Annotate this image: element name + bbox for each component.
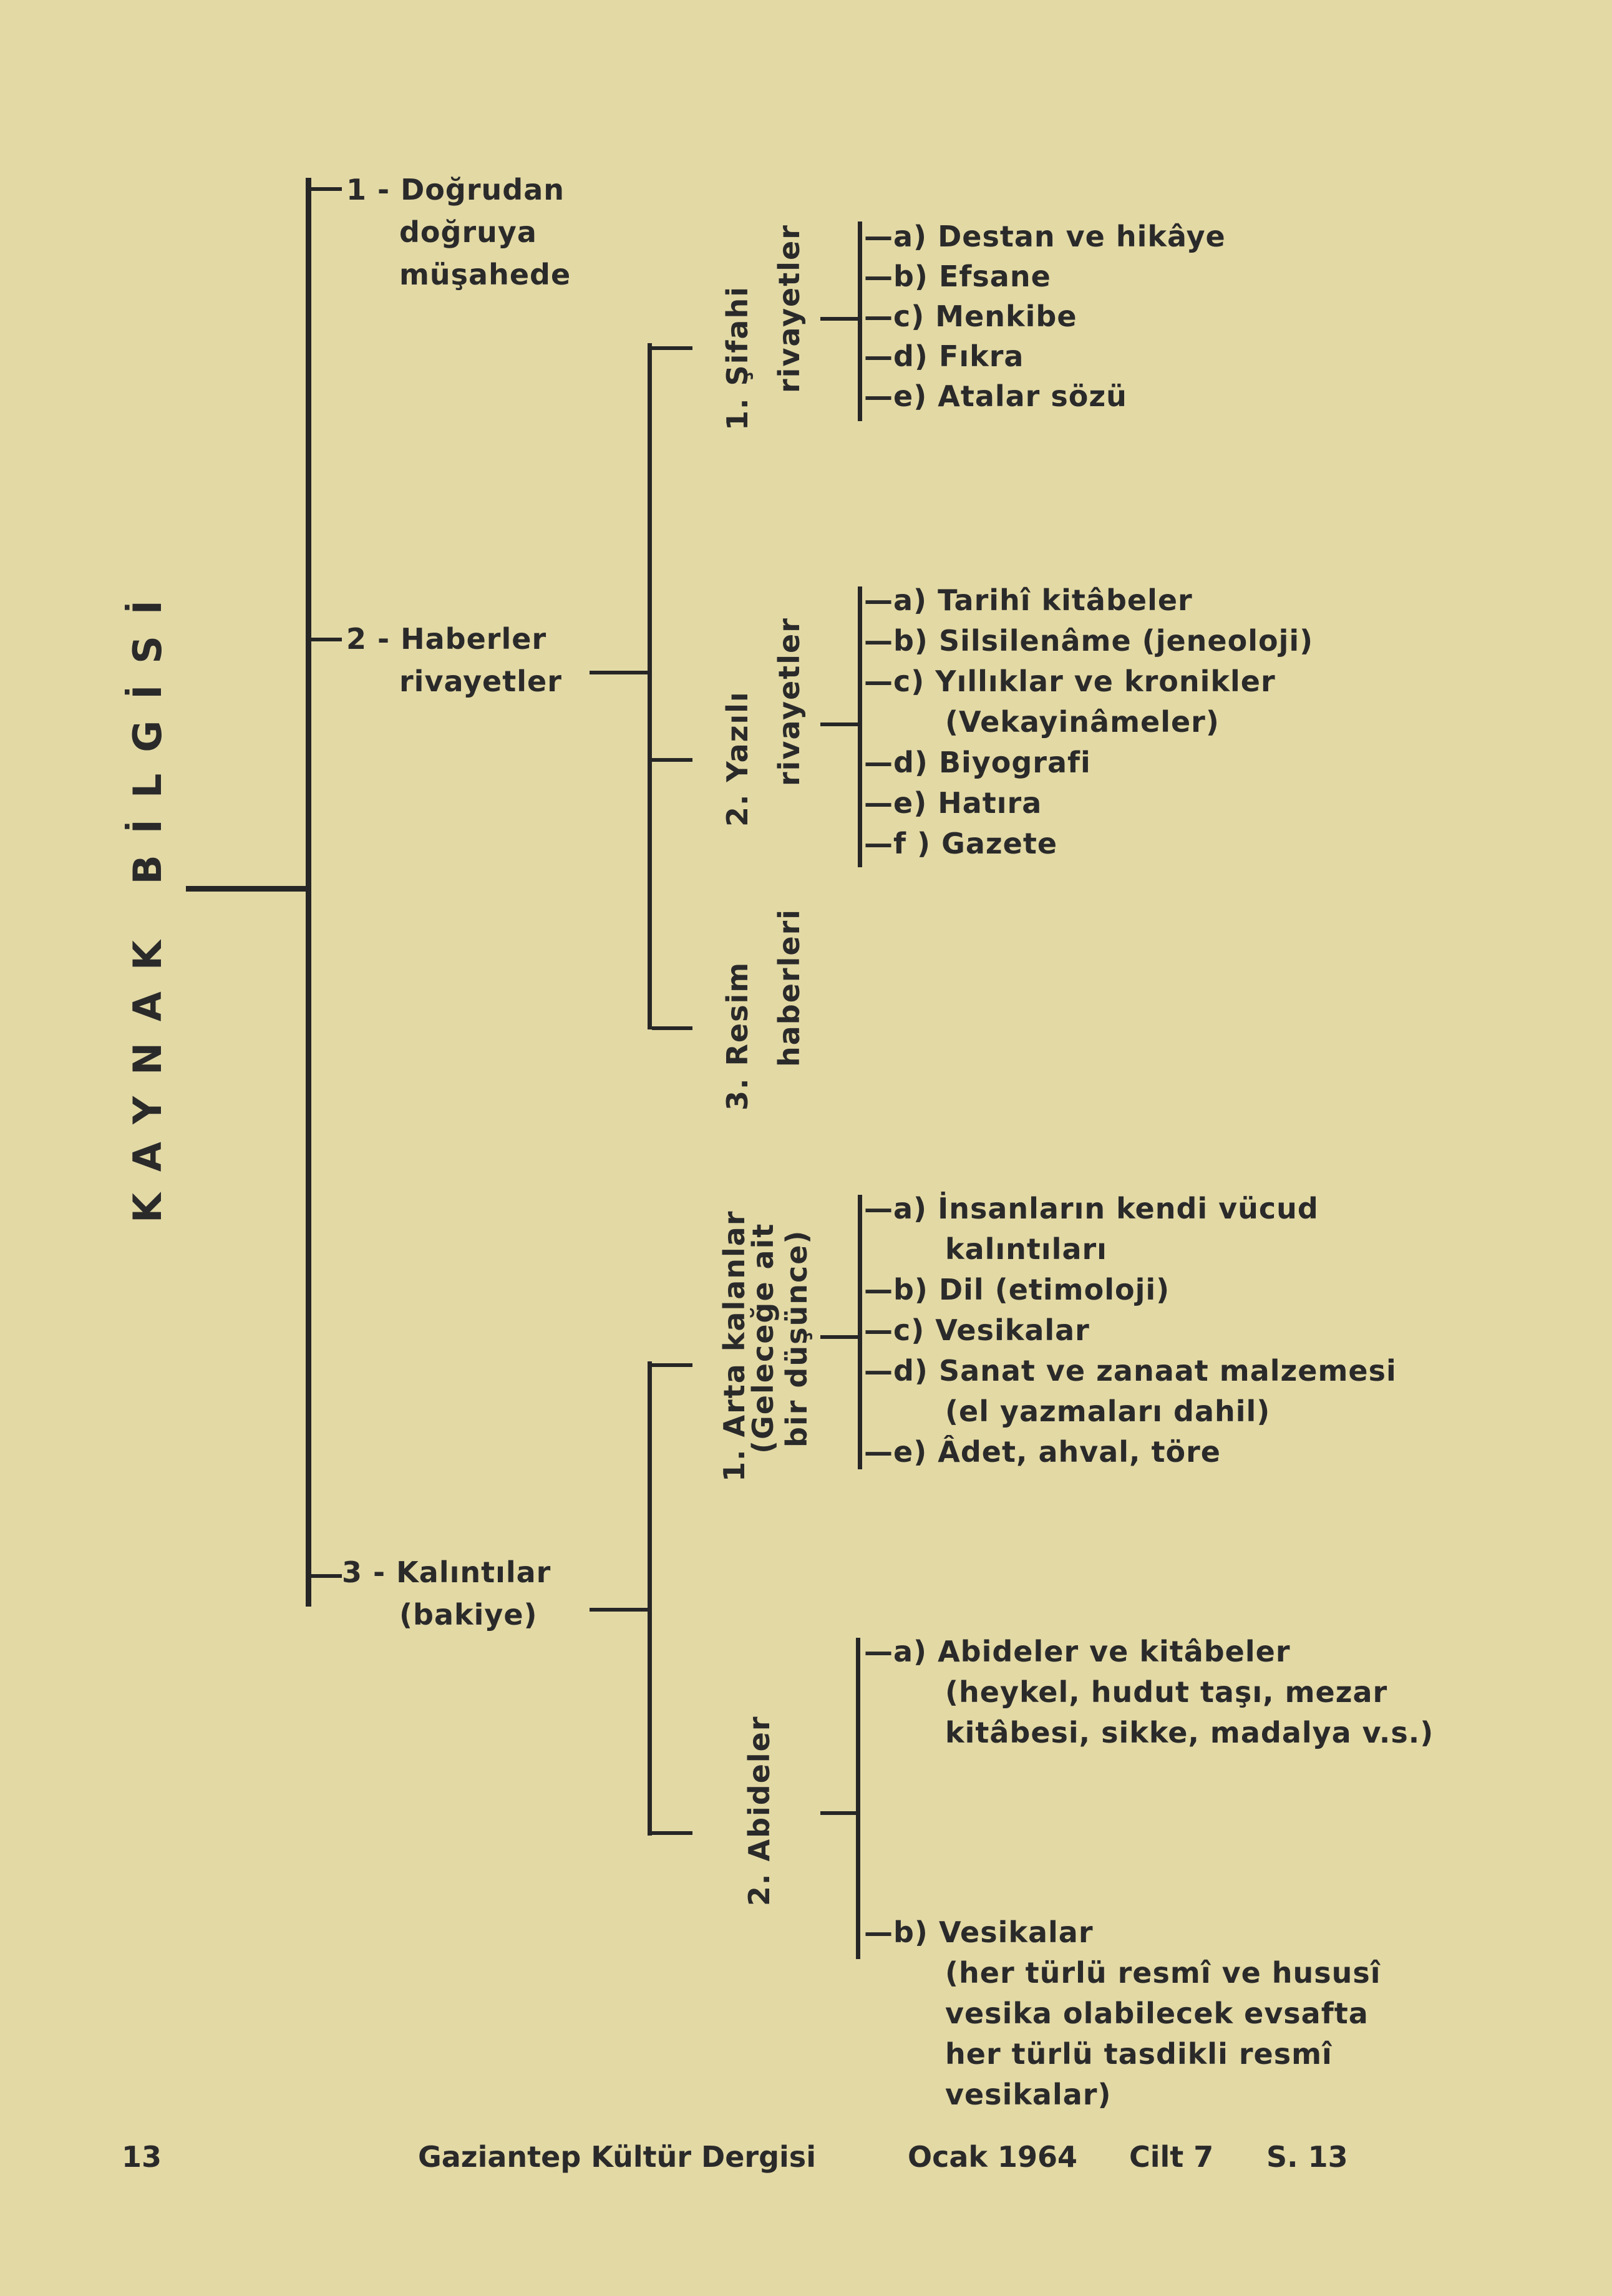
arta-tick bbox=[652, 1363, 692, 1367]
category-3-line-2: (bakiye) bbox=[399, 1598, 538, 1632]
arta-item-a: —a) İnsanların kendi vücud bbox=[864, 1192, 1319, 1225]
category-1-line-1: 1 - Doğrudan bbox=[346, 173, 565, 207]
sifahi-item-d: —d) Fıkra bbox=[864, 339, 1024, 373]
yazili-list-connector bbox=[820, 722, 858, 726]
abideler-item-b: —b) Vesikalar bbox=[864, 1915, 1094, 1949]
sifahi-label-2: rivayetler bbox=[772, 224, 806, 393]
abideler-tick bbox=[652, 1831, 692, 1835]
footer-page-number: 13 bbox=[122, 2140, 162, 2174]
arta-item-d: —d) Sanat ve zanaat malzemesi bbox=[864, 1354, 1397, 1388]
yazili-item-f: —f ) Gazete bbox=[864, 827, 1058, 860]
arta-item-d-cont: (el yazmaları dahil) bbox=[945, 1394, 1271, 1428]
arta-list-bracket bbox=[858, 1195, 862, 1469]
abideler-item-b-cont-3: her türlü tasdikli resmî bbox=[945, 2037, 1333, 2071]
category-2-line-2: rivayetler bbox=[399, 664, 562, 698]
arta-label-2: (Geleceğe ait bbox=[746, 1222, 780, 1454]
arta-item-e: —e) Âdet, ahval, töre bbox=[864, 1435, 1221, 1469]
page-title: KAYNAK BİLGİSİ bbox=[125, 578, 170, 1223]
c3-connector bbox=[590, 1608, 652, 1612]
yazili-item-c: —c) Yıllıklar ve kronikler bbox=[864, 664, 1276, 698]
yazili-item-a: —a) Tarihî kitâbeler bbox=[864, 583, 1193, 617]
main-bracket-line bbox=[306, 178, 311, 1607]
yazili-label-1: 2. Yazılı bbox=[721, 691, 754, 827]
resim-label-2: haberleri bbox=[772, 908, 806, 1067]
sifahi-list-bracket bbox=[858, 221, 862, 421]
sifahi-list-connector bbox=[820, 317, 858, 321]
sifahi-item-c: —c) Menkibe bbox=[864, 299, 1077, 333]
sifahi-tick bbox=[652, 346, 692, 350]
sifahi-item-a: —a) Destan ve hikâye bbox=[864, 220, 1226, 253]
yazili-item-e: —e) Hatıra bbox=[864, 786, 1042, 820]
c2-connector bbox=[590, 671, 652, 674]
category-3-line-1: 3 - Kalıntılar bbox=[342, 1555, 551, 1589]
c1-tick bbox=[311, 187, 342, 191]
arta-item-a-cont: kalıntıları bbox=[945, 1232, 1107, 1266]
footer-date: Ocak 1964 bbox=[908, 2140, 1078, 2174]
yazili-item-d: —d) Biyografi bbox=[864, 746, 1091, 779]
arta-label-1: 1. Arta kalanlar bbox=[717, 1210, 751, 1482]
arta-label-3: bir düşünce) bbox=[780, 1229, 813, 1447]
footer-journal-name: Gaziantep Kültür Dergisi bbox=[418, 2140, 816, 2174]
resim-tick bbox=[652, 1026, 692, 1030]
abideler-list-bracket bbox=[856, 1638, 860, 1959]
arta-item-b: —b) Dil (etimoloji) bbox=[864, 1273, 1170, 1306]
abideler-label: 2. Abideler bbox=[742, 1715, 776, 1906]
sifahi-item-e: —e) Atalar sözü bbox=[864, 379, 1127, 413]
abideler-item-a-cont-2: kitâbesi, sikke, madalya v.s.) bbox=[945, 1716, 1434, 1749]
yazili-label-2: rivayetler bbox=[772, 617, 806, 786]
category-2-line-1: 2 - Haberler bbox=[346, 622, 547, 656]
category-1-line-2: doğruya bbox=[399, 215, 537, 249]
yazili-item-b: —b) Silsilenâme (jeneoloji) bbox=[864, 624, 1314, 658]
abideler-item-b-cont-4: vesikalar) bbox=[945, 2078, 1112, 2111]
yazili-list-bracket bbox=[858, 586, 862, 867]
c2-sub-bracket bbox=[648, 343, 652, 1029]
sifahi-item-b: —b) Efsane bbox=[864, 260, 1051, 293]
abideler-list-connector bbox=[820, 1811, 858, 1815]
arta-list-connector bbox=[820, 1335, 858, 1339]
c3-sub-bracket bbox=[648, 1361, 652, 1836]
abideler-item-b-cont-2: vesika olabilecek evsafta bbox=[945, 1997, 1369, 2030]
resim-label-1: 3. Resim bbox=[721, 961, 754, 1111]
category-1-line-3: müşahede bbox=[399, 258, 571, 291]
footer-volume: Cilt 7 bbox=[1129, 2140, 1214, 2174]
abideler-item-a-cont-1: (heykel, hudut taşı, mezar bbox=[945, 1675, 1388, 1709]
abideler-item-a: —a) Abideler ve kitâbeler bbox=[864, 1635, 1291, 1668]
title-connector-line bbox=[186, 886, 311, 892]
abideler-item-b-cont-1: (her türlü resmî ve hususî bbox=[945, 1956, 1381, 1990]
sifahi-label-1: 1. Şifahi bbox=[721, 286, 754, 430]
yazili-item-c-cont: (Vekayinâmeler) bbox=[945, 705, 1220, 739]
footer-issue: S. 13 bbox=[1266, 2140, 1348, 2174]
c3-tick bbox=[311, 1574, 342, 1578]
yazili-tick bbox=[652, 758, 692, 762]
arta-item-c: —c) Vesikalar bbox=[864, 1313, 1090, 1347]
c2-tick bbox=[311, 638, 342, 641]
